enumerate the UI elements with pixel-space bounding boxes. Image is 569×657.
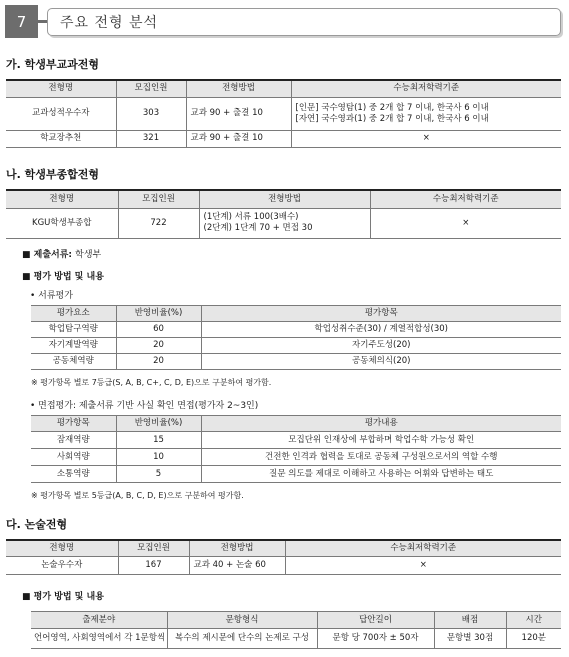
cell-method: 교과 90 + 출결 10 (186, 97, 291, 130)
interview-eval-note: ※ 평가항목 별로 5등급(A, B, C, D, E)으로 구분하여 평가함. (31, 491, 244, 500)
cell-count: 722 (118, 208, 199, 238)
col-header: 평가항목 (31, 416, 116, 432)
eval-title-b (22, 269, 104, 282)
table-row (6, 130, 561, 147)
cell-field: 언어영역, 사회영역에서 각 1문항씩 (31, 629, 167, 649)
criteria-line: [자연] 국수영과(1) 중 2개 합 7 이내, 한국사 6 이내 (295, 113, 489, 124)
doc-eval-note: ※ 평가항목 별로 7등급(S, A, B, C+, C, D, E)으로 구분하여 평가함. (31, 378, 272, 387)
col-header: 반영비율(%) (116, 306, 201, 322)
cell-factor: 학업탐구역량 (31, 322, 116, 338)
interview-eval-title-text: 면접평가: 제출서류 기반 사실 확인 면접(평가자 2~3인) (38, 401, 259, 411)
table-row (31, 629, 561, 649)
docs-line (22, 247, 101, 260)
col-header: 전형방법 (189, 540, 285, 556)
cell-factor: 소통역량 (31, 466, 116, 483)
col-header: 전형방법 (186, 80, 291, 97)
doc-eval-title-text: 서류평가 (38, 291, 73, 301)
col-header: 답안길이 (317, 612, 434, 629)
table-row (31, 449, 561, 466)
cell-items: 자기주도성(20) (201, 338, 561, 354)
table-row (31, 338, 561, 354)
cell-method (199, 208, 370, 238)
interview-eval-table (31, 415, 561, 483)
cell-name: 학교장추천 (6, 130, 116, 147)
bullet-square-icon: ■ (22, 592, 34, 602)
cell-items: 공동체의식(20) (201, 354, 561, 370)
table-row (6, 208, 561, 238)
col-header: 모집인원 (116, 80, 186, 97)
cell-length: 문항 당 700자 ± 50자 (317, 629, 434, 649)
table-a (6, 79, 561, 148)
cell-criteria: × (370, 208, 561, 238)
cell-factor: 공동체역량 (31, 354, 116, 370)
cell-ratio: 10 (116, 449, 201, 466)
cell-factor: 자기계발역량 (31, 338, 116, 354)
col-header: 시간 (506, 612, 561, 629)
cell-criteria (291, 97, 561, 130)
table-row (6, 556, 561, 574)
cell-content: 모집단위 인재상에 부합하며 학업수학 가능성 확인 (201, 432, 561, 449)
col-header: 전형방법 (199, 190, 370, 208)
cell-method: 교과 40 + 논술 60 (189, 556, 285, 574)
bullet-square-icon: ■ (22, 250, 34, 260)
bullet-dot-icon: • (30, 291, 39, 301)
cell-ratio: 20 (116, 338, 201, 354)
bullet-square-icon: ■ (22, 272, 34, 282)
section-title-b: 나. 학생부종합전형 (6, 168, 100, 181)
cell-count: 321 (116, 130, 186, 147)
criteria-line: [인문] 국수영탐(1) 중 2개 합 7 이내, 한국사 6 이내 (295, 102, 489, 113)
cell-ratio: 5 (116, 466, 201, 483)
cell-format: 복수의 제시문에 단수의 논제로 구성 (167, 629, 317, 649)
cell-count: 303 (116, 97, 186, 130)
col-header: 전형명 (6, 190, 118, 208)
method-line: (1단계) 서류 100(3배수) (203, 212, 299, 222)
col-header: 수능최저학력기준 (291, 80, 561, 97)
docs-label: 제출서류: (33, 250, 73, 260)
col-header: 출제분야 (31, 612, 167, 629)
col-header: 배점 (434, 612, 506, 629)
col-header: 평가항목 (201, 306, 561, 322)
table-row (6, 97, 561, 130)
docs-value: 학생부 (75, 250, 102, 260)
table-row (31, 466, 561, 483)
eval-title-text: 평가 방법 및 내용 (33, 592, 104, 602)
essay-table (31, 611, 561, 649)
interview-eval-title (30, 398, 258, 411)
doc-eval-table (31, 305, 561, 370)
col-header: 전형명 (6, 540, 118, 556)
cell-content: 건전한 인격과 협력을 토대로 공동체 구성원으로서의 역할 수행 (201, 449, 561, 466)
section-header (5, 5, 561, 38)
cell-ratio: 15 (116, 432, 201, 449)
table-c (6, 539, 561, 575)
bullet-dot-icon: • (30, 401, 39, 411)
cell-ratio: 60 (116, 322, 201, 338)
col-header: 수능최저학력기준 (370, 190, 561, 208)
col-header: 반영비율(%) (116, 416, 201, 432)
col-header: 평가요소 (31, 306, 116, 322)
col-header: 모집인원 (118, 190, 199, 208)
cell-points: 문항별 30점 (434, 629, 506, 649)
cell-criteria: × (285, 556, 561, 574)
page-title: 주요 전형 분석 (47, 8, 561, 36)
col-header: 전형명 (6, 80, 116, 97)
eval-title-c (22, 589, 104, 602)
section-title-c: 다. 논술전형 (6, 518, 68, 531)
cell-name: KGU학생부종합 (6, 208, 118, 238)
cell-items: 학업성취수준(30) / 계열적합성(30) (201, 322, 561, 338)
cell-time: 120분 (506, 629, 561, 649)
cell-count: 167 (118, 556, 189, 574)
cell-ratio: 20 (116, 354, 201, 370)
section-number: 7 (5, 5, 38, 38)
cell-name: 교과성적우수자 (6, 97, 116, 130)
cell-method: 교과 90 + 출결 10 (186, 130, 291, 147)
cell-factor: 사회역량 (31, 449, 116, 466)
cell-factor: 잠재역량 (31, 432, 116, 449)
cell-criteria: × (291, 130, 561, 147)
method-line: (2단계) 1단계 70 + 면접 30 (203, 223, 313, 233)
eval-title-text: 평가 방법 및 내용 (33, 272, 104, 282)
col-header: 모집인원 (118, 540, 189, 556)
col-header: 문항형식 (167, 612, 317, 629)
table-b (6, 189, 561, 239)
col-header: 수능최저학력기준 (285, 540, 561, 556)
table-row (31, 432, 561, 449)
table-row (31, 354, 561, 370)
section-title-a: 가. 학생부교과전형 (6, 58, 100, 71)
doc-eval-title (30, 288, 73, 301)
cell-content: 질문 의도를 제대로 이해하고 사용하는 어휘와 답변하는 태도 (201, 466, 561, 483)
cell-name: 논술우수자 (6, 556, 118, 574)
col-header: 평가내용 (201, 416, 561, 432)
table-row (31, 322, 561, 338)
